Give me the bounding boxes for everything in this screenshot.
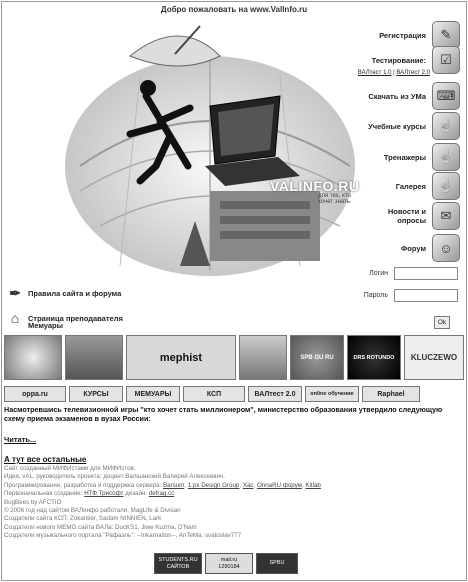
login-ok-button[interactable]: Ok — [434, 316, 450, 329]
credits-line: Создатели сайта КСП: Zokantier, Sadam NINNIEN, Lark — [4, 515, 162, 523]
test-link-2[interactable]: ВАЛтест 2.0 — [396, 70, 430, 76]
pencil-icon: ✎ — [432, 21, 460, 49]
menu-news-label: Новости и опросы — [387, 207, 426, 225]
banner-top-2[interactable] — [65, 335, 123, 380]
menu-registration[interactable] — [379, 21, 460, 49]
login-input[interactable] — [394, 267, 458, 280]
credits-line: Идея, vAL, руководитель проекта: доцент Валшанский Валерий Алексеевич. — [4, 473, 225, 481]
counters — [154, 553, 298, 574]
credits-line: Сайт созданный МИФИстами для МИФИстов. — [4, 465, 136, 472]
credits-line: Создатели нового МЕМО сайта ВАЛа: DucKS1, Jiwe Kuzma, D'Nam — [4, 523, 197, 531]
credits-block — [4, 465, 460, 541]
hand-icon: ☝ — [432, 143, 460, 171]
read-more-link[interactable]: Читать... — [4, 435, 37, 444]
menu-trainers[interactable] — [384, 143, 460, 171]
menu-courses[interactable] — [368, 112, 460, 140]
teacher-page-label: Страница преподавателя — [28, 313, 123, 323]
menu-gallery[interactable] — [396, 172, 460, 200]
banner-row-top — [4, 335, 464, 380]
banner-top-spbgu[interactable]: SPB GU RU — [290, 335, 344, 380]
banner-ksp[interactable]: КСП — [183, 386, 245, 402]
checkbox-icon: ☑ — [432, 46, 460, 74]
chat-icon: ☺ — [432, 234, 460, 262]
news-text: Насмотревшись телевизионной игры "кто хочет стать миллионером", министерство образования утвердило следующую схему приема экзаменов в вузах России: — [4, 405, 443, 423]
menu-courses-label: Учебные курсы — [368, 121, 426, 131]
credit-link[interactable]: НТФ Трисофт — [84, 490, 124, 498]
test-link-1[interactable]: ВАЛтест 1.0 — [357, 70, 392, 76]
counter-spbu[interactable]: SPBU — [256, 553, 298, 574]
pen-icon: ✒ — [9, 285, 21, 301]
credit-link[interactable]: Kitlab — [305, 481, 321, 489]
menu-trainers-label: Тренажеры — [383, 152, 426, 162]
rest-title[interactable]: А тут все остальные — [4, 455, 87, 464]
menu-news[interactable] — [386, 202, 460, 230]
menu-forum-label: Форум — [400, 243, 426, 253]
credit-link[interactable]: OnnaRU форум — [256, 481, 302, 489]
banner-row-bottom — [4, 386, 464, 402]
counter-mailru[interactable]: mail.ru 1290184 — [205, 553, 253, 574]
banner-top-4[interactable] — [239, 335, 287, 380]
password-row — [364, 289, 458, 302]
hero-illustration — [60, 16, 360, 278]
banner-valtest[interactable]: ВАЛтест 2.0 — [248, 386, 302, 402]
menu-forum[interactable] — [401, 234, 460, 262]
notepad-icon: ✉ — [432, 202, 460, 230]
credit-link[interactable]: Xac — [242, 481, 254, 489]
credits-line: Создатели музыкального портала "Рафаэль": --Inkarnation--, AnTeMa, svatoslav777 — [4, 532, 242, 540]
menu-testing-label: Тестирование: — [371, 55, 426, 65]
welcome-text: Добро пожаловать на www.ValInfo.ru — [160, 5, 308, 14]
memory-label: Мемуары — [28, 321, 63, 330]
login-row — [369, 267, 458, 280]
site-slogan: для тех, кто хочет знать — [318, 193, 351, 205]
banner-online[interactable]: online обучение — [305, 386, 359, 402]
hand-icon: ☝ — [432, 172, 460, 200]
credits-line-initial: Первоначальная создание: НТФ Трисофт дизайн: defrag.cc — [4, 490, 175, 498]
banner-top-kluczewo[interactable]: KLUCZEWO — [404, 335, 464, 380]
keyboard-icon: ⌨ — [432, 82, 460, 110]
credit-link[interactable]: defrag.cc — [148, 490, 175, 498]
house-icon: ⌂ — [10, 310, 20, 326]
login-label: Логин — [369, 270, 388, 277]
banner-raphael[interactable]: Raphael — [362, 386, 420, 402]
password-label: Пароль — [363, 292, 388, 299]
credits-line: BugBees by AFCTIO — [4, 498, 62, 506]
teacher-page-link[interactable] — [6, 309, 123, 327]
hero-graphic — [60, 16, 360, 278]
banner-oppa[interactable]: oppa.ru — [4, 386, 66, 402]
banner-top-mephist[interactable]: mephist — [126, 335, 236, 380]
password-input[interactable] — [394, 289, 458, 302]
credits-line: © 2006 год над сайтом ВАЛинфо работали: MagLife & Divisan — [4, 507, 181, 515]
counter-students[interactable]: STUDENTS.RU САЙТОВ — [154, 553, 202, 574]
credit-link[interactable]: 1:px Design Group — [187, 481, 240, 489]
banner-top-1[interactable] — [4, 335, 62, 380]
menu-download[interactable] — [368, 82, 460, 110]
credit-link[interactable]: Barsum — [163, 481, 185, 489]
rules-link[interactable] — [6, 284, 121, 302]
memory-link[interactable] — [28, 321, 63, 330]
banner-courses[interactable]: КУРСЫ — [69, 386, 123, 402]
menu-registration-label: Регистрация — [379, 30, 426, 40]
banner-memoirs[interactable]: МЕМУАРЫ — [126, 386, 180, 402]
rules-label: Правила сайта и форума — [28, 288, 122, 298]
hand-icon: ☝ — [432, 112, 460, 140]
menu-download-label: Скачать из УМа — [368, 91, 426, 101]
site-logo[interactable]: VALINFO.RU — [270, 178, 360, 194]
test-links: ВАЛтест 1.0 | ВАЛтест 2.0 — [357, 70, 430, 76]
menu-gallery-label: Галерея — [395, 181, 426, 191]
credits-line-programming: Программирование, разработка и поддержка сервера: Barsum, 1:px Design Group, Xac, OnnaRU форум, Kitlab — [4, 481, 321, 489]
banner-top-rotundo[interactable]: DRS ROTUNDO — [347, 335, 401, 380]
